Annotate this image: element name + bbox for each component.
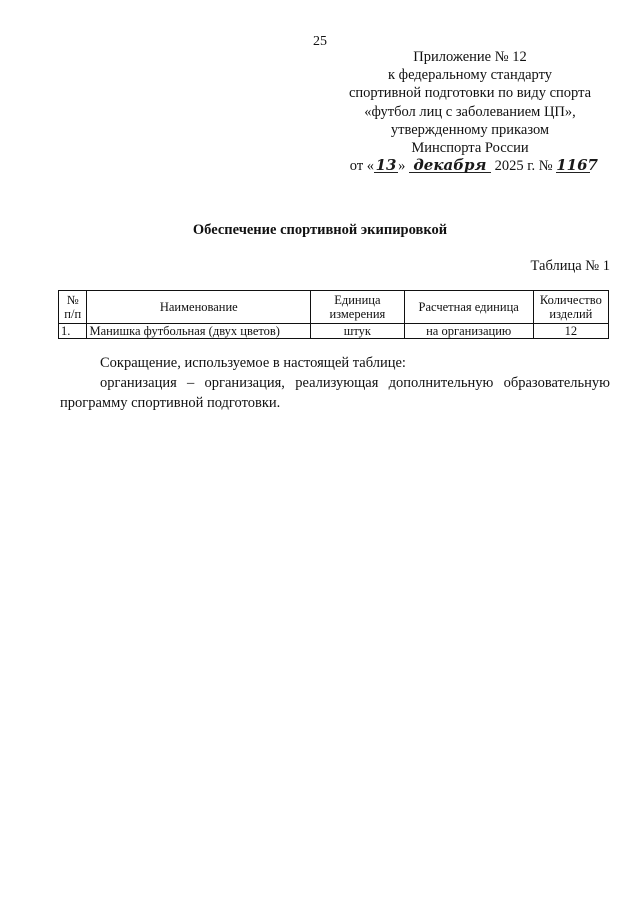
note-intro: Сокращение, используемое в настоящей таблице: [100,355,406,371]
table-cell-quantity: 12 [533,324,608,339]
table-row [59,324,609,339]
order-year: 2025 г. № [494,158,553,175]
table-label: Таблица № 1 [530,258,610,274]
column-header: № п/п [59,291,87,324]
appendix-line: Приложение № 12 [413,49,527,65]
table-cell-calc-unit: на организацию [404,324,533,339]
appendix-header [340,48,600,175]
note-definition: организация – организация, реализующая дополнительную образовательную программу спортивной подготовки. [60,375,610,411]
appendix-line: утвержденному приказом [390,121,550,138]
page-number: 25 [313,34,327,49]
order-date-line [340,157,600,175]
appendix-line: к федеральному стандарту [388,67,552,84]
column-header: Единица измерения [311,291,405,324]
order-day-handwritten: 13 [375,156,397,175]
table-cell-name: Манишка футбольная (двух цветов) [87,324,311,339]
document-title: Обеспечение спортивной экипировкой [192,222,448,238]
order-month-handwritten: декабря [409,158,491,173]
table-cell-unit: штук [311,324,405,339]
column-header: Наименование [87,291,311,324]
appendix-line: «футбол лиц с заболеванием ЦП», [364,103,576,120]
order-prefix: от « [349,158,375,175]
column-header: Расчетная единица [404,291,533,324]
order-mid: » [398,158,406,175]
column-header: Количество изделий [533,291,608,324]
order-number-handwritten: 1167 [556,156,598,175]
table-header-row [59,291,609,324]
table-cell-number: 1. [59,324,87,339]
equipment-table [58,290,609,339]
appendix-line: Минспорта России [411,140,529,157]
appendix-line: спортивной подготовки по виду спорта [348,85,592,102]
